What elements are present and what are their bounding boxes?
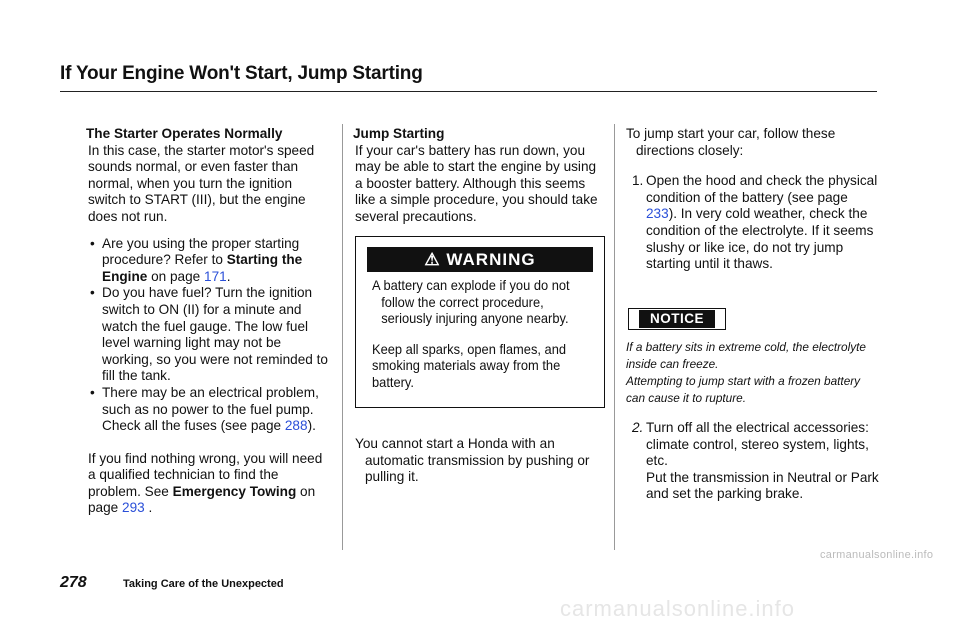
- step-2: [626, 420, 881, 503]
- bullet-icon: •: [90, 235, 95, 251]
- ref-starting-engine: Starting the Engine: [102, 252, 303, 284]
- step-1: [626, 173, 881, 273]
- column-directions: [626, 126, 881, 273]
- outro-text-end: .: [144, 500, 153, 516]
- bullet-icon: •: [90, 384, 95, 400]
- page-link-293[interactable]: 293: [122, 500, 145, 516]
- list-item: [88, 285, 328, 385]
- bullet-text: Are you using the proper starting procedure? Refer to: [102, 235, 300, 268]
- page-link-171[interactable]: 171: [204, 268, 227, 284]
- step-2-block: [626, 420, 881, 503]
- page-link-233[interactable]: 233: [646, 206, 669, 222]
- jump-outro: You cannot start a Honda with an automatic transmission by pushing or pulling it.: [355, 436, 590, 485]
- step-text-end: ). In very cold weather, check the condition of the electrolyte. If it seems slushy or like ice, do not try jump starting until it thaws.: [646, 206, 874, 272]
- ref-emergency-towing: Emergency Towing: [172, 483, 297, 499]
- warning-label: WARNING: [446, 250, 536, 269]
- bullet-text-end: ).: [307, 418, 316, 434]
- footer-section-label: Taking Care of the Unexpected: [123, 578, 284, 590]
- warning-text: [372, 277, 580, 390]
- step-number: 2.: [632, 420, 644, 435]
- section-heading-jump: Jump Starting: [353, 126, 445, 141]
- notice-paragraph-2: Attempting to jump start with a frozen battery can cause it to rupture.: [626, 374, 861, 405]
- warning-paragraph-2: Keep all sparks, open flames, and smoking materials away from the battery.: [372, 340, 567, 390]
- page-number: 278: [60, 574, 87, 591]
- starter-outro: [88, 451, 328, 517]
- column-jump-starting: [355, 126, 607, 226]
- watermark-small: carmanualsonline.info: [820, 549, 934, 561]
- warning-triangle-icon: ⚠: [424, 250, 441, 269]
- step-number: 1.: [632, 173, 644, 189]
- step-text: Open the hood and check the physical condition of the battery (see page: [646, 173, 878, 205]
- bullet-icon: •: [90, 285, 95, 301]
- jump-intro: If your car's battery has run down, you may be able to start the engine by using a booster battery. Although this seems like a simple procedure, you should take several precautions.: [355, 142, 598, 224]
- outro-text-mid: on page: [88, 483, 316, 516]
- column-divider-2: [614, 124, 615, 550]
- directions-intro: To jump start your car, follow these directions closely:: [626, 126, 836, 158]
- column-starter-normal: [88, 126, 328, 517]
- checklist: [88, 236, 328, 435]
- bullet-text: There may be an electrical problem, such as no power to the fuel pump. Check all the fuses (see page: [102, 384, 319, 434]
- watermark-large: carmanualsonline.info: [560, 596, 796, 621]
- page-link-288[interactable]: 288: [284, 418, 308, 434]
- list-item: [88, 385, 328, 435]
- page-title: If Your Engine Won't Start, Jump Starting: [60, 63, 423, 84]
- section-heading-starter: The Starter Operates Normally: [86, 126, 283, 141]
- starter-intro: In this case, the starter motor's speed sounds normal, or even faster than normal, when you turn the ignition switch to START (III), but the engine does not run.: [88, 142, 315, 224]
- notice-box: [628, 308, 726, 330]
- step-text-2: Put the transmission in Neutral or Park and set the parking brake.: [646, 469, 879, 502]
- list-item: [88, 236, 328, 286]
- notice-label: NOTICE: [639, 310, 715, 328]
- warning-paragraph-1: A battery can explode if you do not follow the correct procedure, seriously injuring anyone nearby.: [372, 277, 570, 326]
- warning-box: [355, 236, 605, 408]
- jump-outro-block: [355, 436, 605, 486]
- title-rule: [60, 91, 877, 92]
- bullet-text: Do you have fuel? Turn the ignition switch to ON (II) for a minute and watch the fuel gauge. The low fuel level warning light may not be working, so you were not reminded to fill the tank.: [102, 285, 328, 384]
- warning-banner: [367, 247, 593, 272]
- column-divider-1: [342, 124, 343, 550]
- bullet-text-mid: on page: [147, 268, 205, 284]
- bullet-text-end: .: [226, 268, 231, 284]
- step-text: Turn off all the electrical accessories: climate control, stereo system, lights, etc.: [646, 420, 869, 469]
- outro-text: If you find nothing wrong, you will need a qualified technician to find the problem. See: [88, 450, 323, 499]
- notice-paragraph-1: If a battery sits in extreme cold, the electrolyte inside can freeze.: [626, 340, 866, 371]
- notice-text: [626, 339, 876, 407]
